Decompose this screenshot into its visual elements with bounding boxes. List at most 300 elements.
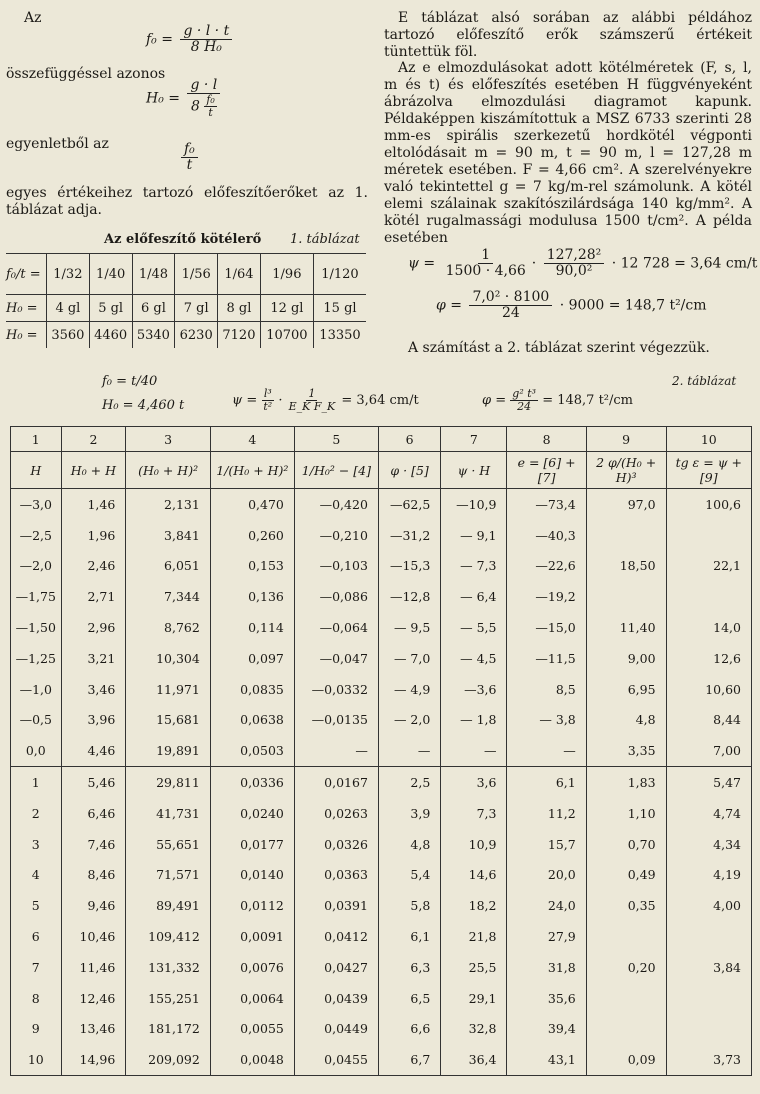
formula-den: 24: [517, 400, 532, 413]
table-cell: [666, 520, 751, 551]
table-cell: 18,50: [586, 551, 666, 582]
col-number: 3: [126, 427, 211, 452]
table2-number: 2. táblázat: [672, 374, 737, 388]
table-row: [11, 767, 752, 798]
table-cell: 7,46: [61, 829, 126, 860]
table-cell: 14,6: [441, 860, 507, 891]
formula-value: = 148,7 t²/cm: [542, 393, 633, 408]
table-cell: —1,25: [11, 643, 62, 674]
table-cell: — 7,0: [378, 643, 440, 674]
col-head-2phi: 2 φ/(H₀ + H)³: [586, 452, 666, 489]
table1-cell: 7120: [218, 322, 261, 349]
table-cell: [586, 983, 666, 1014]
table1-cell: 6230: [175, 322, 218, 349]
col-head-phi: φ · [5]: [378, 452, 440, 489]
table-cell: 19,891: [126, 735, 211, 766]
table-cell: 8,762: [126, 612, 211, 643]
formula-den-num: f₀: [206, 93, 215, 106]
col-head-tg: tg ε = ψ + [9]: [666, 452, 751, 489]
table-row: [11, 860, 752, 891]
table-cell: 8,44: [666, 705, 751, 736]
table-cell: 4,00: [666, 890, 751, 921]
table-cell: 181,172: [126, 1014, 211, 1045]
formula-num: 127,28²: [544, 248, 605, 264]
col-head-square: (H₀ + H)²: [126, 452, 211, 489]
table-cell: 1,96: [61, 520, 126, 551]
t2-psi: ψ = $\frac{\text{l³}}{\text{t²}}$ · $\frac{1}{\text{E\_K F\_K}}$ = 3,64 cm/t: [232, 387, 419, 413]
formula-lhs: φ =: [436, 297, 462, 314]
col-head-h0-plus-h: H₀ + H: [61, 452, 126, 489]
table-row: [11, 520, 752, 551]
table-cell: 3,84: [666, 952, 751, 983]
table-cell: 0,0638: [210, 705, 294, 736]
table-cell: 0,0091: [210, 921, 294, 952]
table-cell: 209,092: [126, 1044, 211, 1075]
formula-num: 1: [478, 248, 493, 264]
table-cell: —73,4: [507, 489, 586, 520]
table-cell: 4,74: [666, 798, 751, 829]
table-cell: 0,0455: [294, 1044, 378, 1075]
table-cell: — 7,3: [441, 551, 507, 582]
table-cell: 13,46: [61, 1014, 126, 1045]
table-cell: 2,96: [61, 612, 126, 643]
text-egyenletbol: egyenletből az: [6, 136, 109, 152]
ratio-f0-t: [178, 142, 201, 173]
table-cell: 0,136: [210, 581, 294, 612]
table-row: [11, 921, 752, 952]
formula-den: t²: [263, 400, 273, 413]
table1-cell: 4 gl: [47, 295, 90, 322]
table-cell: 5,8: [378, 890, 440, 921]
col-head-h: H: [11, 452, 62, 489]
table-cell: 0,153: [210, 551, 294, 582]
formula-den: [188, 94, 220, 119]
table-cell: — 3,8: [507, 705, 586, 736]
table-cell: —0,086: [294, 581, 378, 612]
table1-cell: 1/32: [47, 254, 90, 295]
table-cell: 11,971: [126, 674, 211, 705]
table-row: [11, 581, 752, 612]
table-cell: 0,0439: [294, 983, 378, 1014]
formula-rest: · 12 728 = 3,64 cm/t: [611, 255, 758, 272]
table-cell: 2,131: [126, 489, 211, 520]
table-cell: 10,9: [441, 829, 507, 860]
table-cell: 9,00: [586, 643, 666, 674]
formula-num: 1: [308, 387, 316, 400]
table-cell: 2: [11, 798, 62, 829]
table-cell: — 9,5: [378, 612, 440, 643]
formula-num: 7,0² · 8100: [469, 290, 552, 306]
table-cell: 0,49: [586, 860, 666, 891]
table-cell: [666, 1014, 751, 1045]
table-cell: 27,9: [507, 921, 586, 952]
table-cell: 0,0167: [294, 767, 378, 798]
table-cell: —: [294, 735, 378, 766]
table-cell: 4: [11, 860, 62, 891]
col-number: 7: [441, 427, 507, 452]
table-cell: —1,0: [11, 674, 62, 705]
t2-f0: f₀ = t/40: [102, 374, 158, 389]
table-cell: 3,9: [378, 798, 440, 829]
table-cell: 6,1: [507, 767, 586, 798]
table-cell: —0,420: [294, 489, 378, 520]
col-number: 2: [61, 427, 126, 452]
table-cell: 3,46: [61, 674, 126, 705]
table-cell: —2,5: [11, 520, 62, 551]
table-cell: —15,0: [507, 612, 586, 643]
table-cell: 89,491: [126, 890, 211, 921]
table2-column-heads: [11, 452, 752, 489]
table-cell: 8: [11, 983, 62, 1014]
formula-h0: [146, 78, 223, 119]
table-cell: 6,7: [378, 1044, 440, 1075]
table-row: [11, 612, 752, 643]
table-cell: 10,304: [126, 643, 211, 674]
col-number: 4: [210, 427, 294, 452]
formula-num: g · l: [187, 78, 220, 94]
table-cell: — 6,4: [441, 581, 507, 612]
formula-den: 24: [501, 305, 520, 321]
formula-den: 90,0²: [555, 263, 593, 279]
table-cell: 29,811: [126, 767, 211, 798]
formula-lhs: φ =: [482, 393, 507, 408]
table-cell: 29,1: [441, 983, 507, 1014]
table-cell: — 1,8: [441, 705, 507, 736]
col-head-psi-h: ψ · H: [441, 452, 507, 489]
col-number: 6: [378, 427, 440, 452]
table-cell: [586, 520, 666, 551]
table-cell: 3,21: [61, 643, 126, 674]
table-cell: 3,73: [666, 1044, 751, 1075]
formula-den: 1500 · 4,66: [445, 263, 526, 279]
table-cell: 4,46: [61, 735, 126, 766]
table-cell: — 4,5: [441, 643, 507, 674]
table1-cell: 4460: [89, 322, 132, 349]
table-cell: 0,0140: [210, 860, 294, 891]
formula-lhs: f₀ =: [146, 31, 173, 48]
table-cell: 0,70: [586, 829, 666, 860]
table-cell: 22,1: [666, 551, 751, 582]
table1-cell: 1/64: [218, 254, 261, 295]
formula-lhs: ψ =: [232, 393, 258, 408]
table-cell: 6,5: [378, 983, 440, 1014]
formula-f0: [146, 24, 235, 55]
table1-cell: 10700: [260, 322, 313, 349]
table-cell: — 4,9: [378, 674, 440, 705]
table2: [10, 426, 752, 1076]
table-cell: 0,0326: [294, 829, 378, 860]
table-cell: 36,4: [441, 1044, 507, 1075]
col-number: 5: [294, 427, 378, 452]
table-cell: 11,40: [586, 612, 666, 643]
table-cell: —22,6: [507, 551, 586, 582]
table-cell: [666, 921, 751, 952]
table-cell: 4,19: [666, 860, 751, 891]
text-paragraph-right-3: A számítást a 2. táblázat szerint végezzük.: [408, 340, 710, 356]
table-cell: 10,46: [61, 921, 126, 952]
table-row: [11, 643, 752, 674]
table-cell: 3,6: [441, 767, 507, 798]
col-number: 9: [586, 427, 666, 452]
col-head-e: e = [6] + [7]: [507, 452, 586, 489]
text-paragraph-right-1: E táblázat alsó sorában az alábbi példához tartozó előfeszítő erők számszerű értékeit tüntettük föl.: [384, 10, 752, 60]
table-cell: 155,251: [126, 983, 211, 1014]
table-cell: 4,8: [378, 829, 440, 860]
table-cell: [586, 581, 666, 612]
table-row: [11, 798, 752, 829]
table-cell: 0,35: [586, 890, 666, 921]
table-cell: 15,7: [507, 829, 586, 860]
table-cell: —11,5: [507, 643, 586, 674]
table-cell: 6,1: [378, 921, 440, 952]
table-cell: 97,0: [586, 489, 666, 520]
table-cell: [586, 1014, 666, 1045]
table-cell: —40,3: [507, 520, 586, 551]
table-cell: 39,4: [507, 1014, 586, 1045]
text-az: Az: [24, 10, 42, 26]
table-row: [11, 1044, 752, 1075]
table1-cell: 1/96: [260, 254, 313, 295]
table1-row-label: H₀ =: [6, 322, 47, 349]
table-cell: —1,75: [11, 581, 62, 612]
table-cell: —2,0: [11, 551, 62, 582]
table-cell: — 9,1: [441, 520, 507, 551]
table-cell: 100,6: [666, 489, 751, 520]
table-cell: —31,2: [378, 520, 440, 551]
table-cell: 18,2: [441, 890, 507, 921]
table-cell: 1: [11, 767, 62, 798]
table-cell: 2,5: [378, 767, 440, 798]
text-osszefuggessel: összefüggéssel azonos: [6, 66, 166, 82]
table-cell: —0,0135: [294, 705, 378, 736]
table-cell: 0,0835: [210, 674, 294, 705]
table-cell: 6,6: [378, 1014, 440, 1045]
table1: [6, 253, 366, 348]
table-cell: 0,0263: [294, 798, 378, 829]
table-cell: 6,051: [126, 551, 211, 582]
table-cell: —62,5: [378, 489, 440, 520]
table-cell: 1,46: [61, 489, 126, 520]
ratio-den: t: [186, 157, 193, 173]
table-cell: —: [441, 735, 507, 766]
table-cell: 0,0076: [210, 952, 294, 983]
table1-row-label: f₀/t =: [6, 254, 47, 295]
table-cell: 11,46: [61, 952, 126, 983]
table-row: [11, 890, 752, 921]
table-row: [11, 1014, 752, 1045]
formula-value: = 3,64 cm/t: [341, 393, 419, 408]
table-cell: 0,470: [210, 489, 294, 520]
table-cell: 131,332: [126, 952, 211, 983]
table-cell: 0,0177: [210, 829, 294, 860]
table-row: [11, 952, 752, 983]
table-cell: —0,0332: [294, 674, 378, 705]
table1-cell: 1/48: [132, 254, 175, 295]
table-cell: 0,0363: [294, 860, 378, 891]
table-cell: 0,0503: [210, 735, 294, 766]
table-cell: 7: [11, 952, 62, 983]
table-cell: 8,46: [61, 860, 126, 891]
table-cell: [666, 581, 751, 612]
table-cell: 14,96: [61, 1044, 126, 1075]
table-cell: —0,103: [294, 551, 378, 582]
formula-num: g · l · t: [180, 24, 232, 40]
formula-phi: [436, 290, 707, 321]
col-number: 8: [507, 427, 586, 452]
formula-den: E_K F_K: [288, 400, 336, 413]
table-cell: 3: [11, 829, 62, 860]
table-cell: 0,0112: [210, 890, 294, 921]
table1-row-label: H₀ =: [6, 295, 47, 322]
table-cell: 0,0391: [294, 890, 378, 921]
table-cell: —0,210: [294, 520, 378, 551]
table-cell: 12,46: [61, 983, 126, 1014]
table-cell: 0,0240: [210, 798, 294, 829]
formula-psi: ψ = $\frac{1}{1500 \cdot 4,66}$ · $\frac{\text{127,28²}}{\text{90,0²}}$ · 12 728 = 3,64 cm/t: [408, 247, 758, 279]
table1-cell: 5340: [132, 322, 175, 349]
table-cell: 10: [11, 1044, 62, 1075]
table-cell: 9,46: [61, 890, 126, 921]
table-cell: —0,047: [294, 643, 378, 674]
table1-cell: 1/120: [313, 254, 366, 295]
ratio-num: f₀: [181, 142, 198, 158]
table1-cell: 15 gl: [313, 295, 366, 322]
table-cell: 2,71: [61, 581, 126, 612]
table-cell: 8,5: [507, 674, 586, 705]
table-cell: 0,09: [586, 1044, 666, 1075]
table-cell: —10,9: [441, 489, 507, 520]
table-cell: —0,5: [11, 705, 62, 736]
table-cell: 5,4: [378, 860, 440, 891]
table-cell: 41,731: [126, 798, 211, 829]
table-cell: [586, 921, 666, 952]
table-cell: —1,50: [11, 612, 62, 643]
table-cell: 4,34: [666, 829, 751, 860]
formula-den-den: t: [208, 106, 213, 119]
table-cell: 12,6: [666, 643, 751, 674]
table2-body: [11, 489, 752, 1076]
table-cell: 0,0048: [210, 1044, 294, 1075]
table-cell: 5,47: [666, 767, 751, 798]
table1-cell: 5 gl: [89, 295, 132, 322]
col-number: 1: [11, 427, 62, 452]
table1-cell: 1/40: [89, 254, 132, 295]
table1-cell: 3560: [47, 322, 90, 349]
table-cell: 109,412: [126, 921, 211, 952]
table-cell: —15,3: [378, 551, 440, 582]
table-cell: —19,2: [507, 581, 586, 612]
col-number: 10: [666, 427, 751, 452]
table-cell: 6,95: [586, 674, 666, 705]
table1-cell: 12 gl: [260, 295, 313, 322]
text-paragraph-right-2: Az e elmozdulásokat adott kötélméretek (F, s, l, m és t) és előfeszítés esetében H függvényeként ábrázolva elmozdulási diagramot kapunk. Példaképpen kiszámítottuk a MSZ 6733 szerinti 28 mm-es spirális szerkezetű hordkötél végponti eltolódásait m = 90 m, t = 90 m, l = 127,28 m méretek esetében. F = 4,66 cm². A szerelvényekre való tekintettel g = 7 kg/m-rel számolunk. A kötél elemi szálainak szakítószilárdsága 140 kg/mm². A kötél rugalmassági modulusa 1500 t/cm². A példa esetében: [384, 60, 752, 246]
table-cell: 0,097: [210, 643, 294, 674]
t2-h0: H₀ = 4,460 t: [102, 398, 185, 413]
table-cell: 20,0: [507, 860, 586, 891]
table1-cell: 8 gl: [218, 295, 261, 322]
table-cell: 11,2: [507, 798, 586, 829]
table-cell: 55,651: [126, 829, 211, 860]
col-head-diff: 1/H₀² − [4]: [294, 452, 378, 489]
table-cell: —3,0: [11, 489, 62, 520]
table-cell: 71,571: [126, 860, 211, 891]
table-cell: 0,0064: [210, 983, 294, 1014]
table-row: [11, 674, 752, 705]
table-cell: 7,344: [126, 581, 211, 612]
formula-den-pre: 8: [190, 98, 200, 115]
table-cell: 43,1: [507, 1044, 586, 1075]
table-row: [11, 735, 752, 766]
table1-cell: 6 gl: [132, 295, 175, 322]
table-row: [11, 705, 752, 736]
table-cell: — 5,5: [441, 612, 507, 643]
table-cell: 10,60: [666, 674, 751, 705]
table-cell: 0,260: [210, 520, 294, 551]
table-cell: —: [378, 735, 440, 766]
t2-phi: [482, 388, 633, 413]
table-row: [11, 489, 752, 520]
table-cell: —0,064: [294, 612, 378, 643]
table-cell: 24,0: [507, 890, 586, 921]
table-row: [11, 551, 752, 582]
table-cell: 6,46: [61, 798, 126, 829]
table-cell: 3,96: [61, 705, 126, 736]
table-cell: 0,0449: [294, 1014, 378, 1045]
table-cell: [666, 983, 751, 1014]
table-row: [11, 983, 752, 1014]
table-cell: 7,00: [666, 735, 751, 766]
table-cell: 1,83: [586, 767, 666, 798]
table1-number: 1. táblázat: [290, 232, 360, 247]
table-cell: 6: [11, 921, 62, 952]
table-cell: —3,6: [441, 674, 507, 705]
formula-rest: · 9000 = 148,7 t²/cm: [559, 297, 707, 314]
table-cell: 21,8: [441, 921, 507, 952]
table1-cell: 13350: [313, 322, 366, 349]
table-cell: 5,46: [61, 767, 126, 798]
table-cell: 2,46: [61, 551, 126, 582]
table-cell: 0,0412: [294, 921, 378, 952]
table-cell: 9: [11, 1014, 62, 1045]
table-cell: 0,0: [11, 735, 62, 766]
table-cell: 0,114: [210, 612, 294, 643]
table-cell: 32,8: [441, 1014, 507, 1045]
col-head-reciprocal: 1/(H₀ + H)²: [210, 452, 294, 489]
formula-lhs: ψ =: [408, 255, 436, 272]
table2-column-numbers: [11, 427, 752, 452]
table-cell: 5: [11, 890, 62, 921]
table-cell: 6,3: [378, 952, 440, 983]
table1-cell: 7 gl: [175, 295, 218, 322]
table1-cell: 1/56: [175, 254, 218, 295]
table-cell: 0,0427: [294, 952, 378, 983]
table-cell: 7,3: [441, 798, 507, 829]
formula-den: 8 H₀: [190, 39, 222, 55]
table-cell: 0,20: [586, 952, 666, 983]
table-cell: 4,8: [586, 705, 666, 736]
table-cell: 0,0336: [210, 767, 294, 798]
table-cell: 1,10: [586, 798, 666, 829]
formula-num: g² t³: [512, 387, 537, 400]
formula-num: l³: [263, 387, 272, 400]
table-cell: — 2,0: [378, 705, 440, 736]
table-cell: 3,35: [586, 735, 666, 766]
table-cell: 0,0055: [210, 1014, 294, 1045]
table-cell: 3,841: [126, 520, 211, 551]
text-paragraph-left: egyes értékeihez tartozó előfeszítőerőket az 1. táblázat adja.: [6, 185, 368, 218]
table-cell: —: [507, 735, 586, 766]
table-cell: 35,6: [507, 983, 586, 1014]
